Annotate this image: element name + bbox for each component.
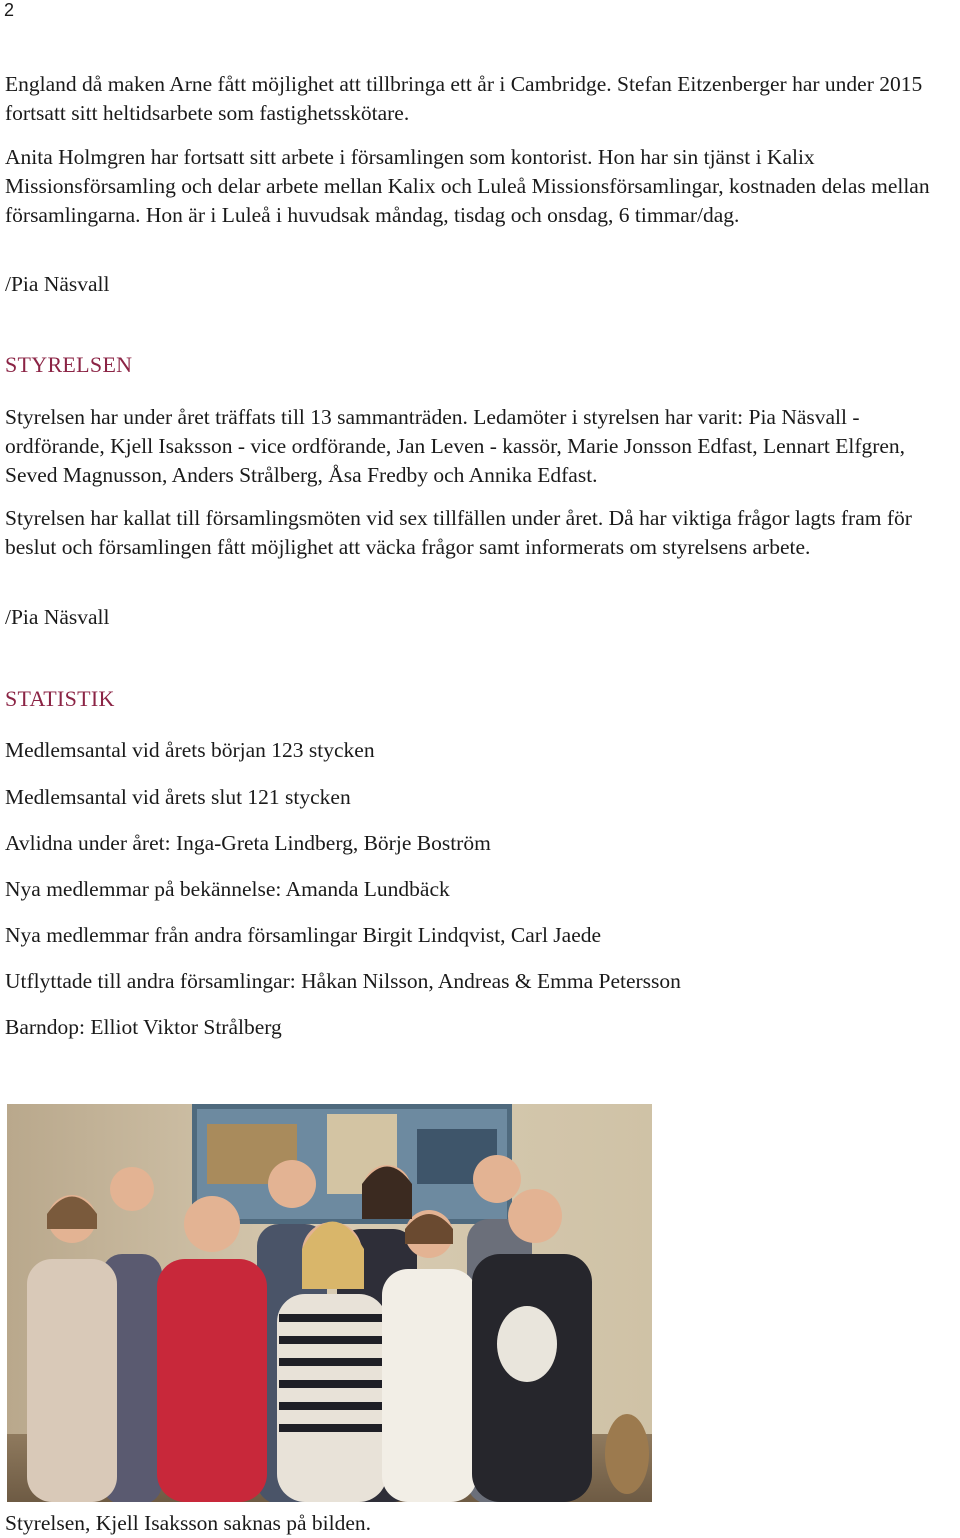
photo-caption: Styrelsen, Kjell Isaksson saknas på bilden. <box>5 1511 372 1535</box>
paragraph-intro: England då maken Arne fått möjlighet att tillbringa ett år i Cambridge. Stefan Eitzenberger har under 2015 fortsatt sitt heltidsarbete som fastighetsskötare. <box>5 72 923 125</box>
signature-1: /Pia Näsvall <box>5 272 110 296</box>
stat-line: Nya medlemmar från andra församlingar Birgit Lindqvist, Carl Jaede <box>5 923 602 947</box>
stat-line: Nya medlemmar på bekännelse: Amanda Lundbäck <box>5 877 450 901</box>
stat-line: Avlidna under året: Inga-Greta Lindberg, Börje Boström <box>5 831 491 855</box>
stat-line: Barndop: Elliot Viktor Strålberg <box>5 1015 282 1039</box>
stat-line: Utflyttade till andra församlingar: Håkan Nilsson, Andreas & Emma Petersson <box>5 969 681 993</box>
section-heading-statistik: STATISTIK <box>5 686 115 711</box>
paragraph-anita: Anita Holmgren har fortsatt sitt arbete i församlingen som kontorist. Hon har sin tjänst i Kalix Missionsförsamling och delar arbete mellan Kalix och Luleå Missionsförsamlingar, kostnaden delas mellan församlingarna. Hon är i Luleå i huvudsak måndag, tisdag och onsdag, 6 timmar/dag. <box>5 145 930 227</box>
stat-line: Medlemsantal vid årets slut 121 stycken <box>5 785 351 809</box>
signature-2: /Pia Näsvall <box>5 605 110 629</box>
group-photo <box>7 1104 652 1502</box>
paragraph-styrelsen-meetings: Styrelsen har kallat till församlingsmöten vid sex tillfällen under året. Då har viktiga frågor lagts fram för beslut och församlingen fått möjlighet att väcka frågor samt informerats om styrelsens arbete. <box>5 506 912 559</box>
section-heading-styrelsen: STYRELSEN <box>5 352 133 377</box>
stat-line: Medlemsantal vid årets början 123 stycken <box>5 738 375 762</box>
paragraph-styrelsen-members: Styrelsen har under året träffats till 13 sammanträden. Ledamöter i styrelsen har varit: Pia Näsvall - ordförande, Kjell Isaksson - vice ordförande, Jan Leven - kassör, Marie Jonsson Edfast, Lennart Elfgren, Seved Magnusson, Anders Strålberg, Åsa Fredby och Annika Edfast. <box>5 405 906 487</box>
page-number: 2 <box>4 0 15 20</box>
